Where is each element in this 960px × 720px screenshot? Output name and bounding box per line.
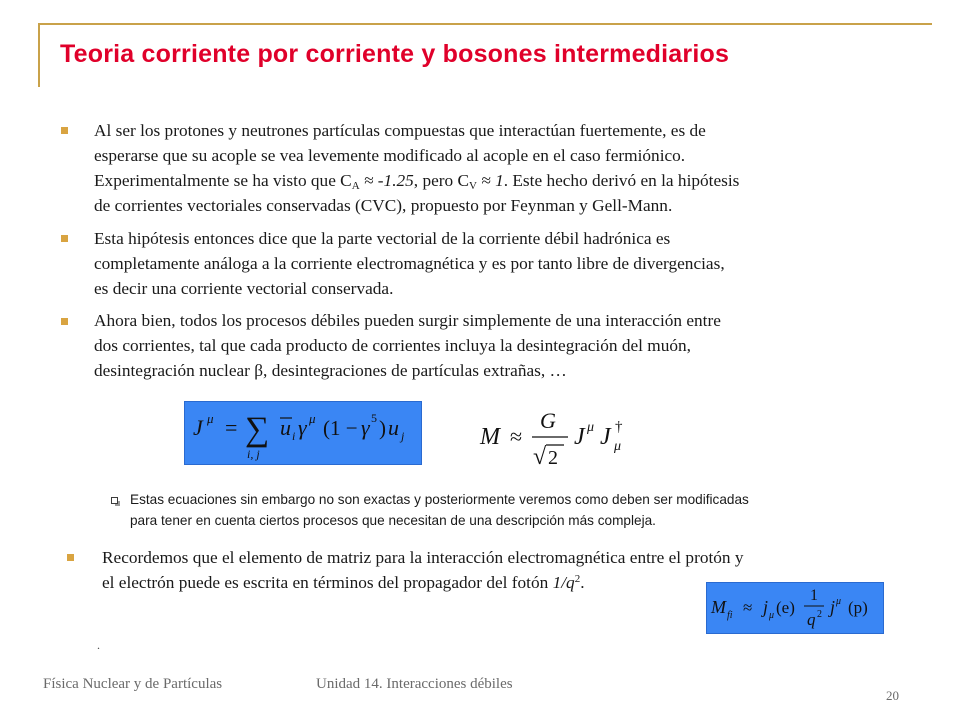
eq3-M: M (711, 597, 726, 617)
bullet-3-line-1: Ahora bien, todos los procesos débiles pueden surgir simplemente de una interacción entre (94, 311, 721, 330)
sub-bullet-line-1: Estas ecuaciones sin embargo no son exactas y posteriormente veremos como deben ser modificadas (130, 492, 749, 507)
bullet-1-line-3: Experimentalmente se ha visto que $C_A \approx -1.25$, pero $C_V \approx 1$. Este hecho derivó en la hipótesis (94, 171, 740, 192)
eq3-two: 2 (817, 609, 822, 620)
eq-sum-index: i, j (247, 447, 260, 461)
eq-gamma5: γ (361, 415, 370, 440)
eq2-J: J (574, 424, 585, 450)
bullet-4-line-2: el electrón puede es escrita en términos del propagador del fotón $1/q^2$. (102, 573, 585, 592)
bullet-1-line-4: de corrientes vectoriales conservadas (CVC), propuesto por Feynman y Gell-Mann. (94, 196, 673, 215)
eq-one-minus: (1 − (323, 416, 358, 440)
footer-course: Física Nuclear y de Partículas (43, 676, 223, 692)
eq3-e: (e) (776, 598, 795, 617)
bullet-2-line-3: es decir una corriente vectorial conservada. (94, 279, 394, 298)
eq3-j2: j (830, 597, 836, 617)
eq-u-index: i (292, 429, 296, 443)
stray-dot: . (97, 638, 100, 652)
frame-left-line (38, 23, 40, 87)
eq2-approx: ≈ (510, 424, 523, 449)
eq-J: J (193, 415, 203, 440)
eq3-mu2: μ (836, 596, 842, 607)
eq-mu: μ (207, 411, 214, 426)
eq-close: ) (379, 416, 386, 440)
eq-uj-index: j (401, 429, 405, 443)
eq-sum: ∑ (245, 411, 270, 448)
eq2-mu2: μ (614, 439, 622, 454)
eq3-mu: μ (769, 610, 775, 621)
matrix-element-equation (478, 400, 638, 472)
eq3-approx: ≈ (743, 598, 753, 617)
sub-bullet-text (130, 489, 920, 531)
bullet-marker (61, 235, 68, 242)
eq2-G: G (540, 408, 556, 433)
eq2-sqrt: √ (533, 444, 547, 470)
bullet-2-text (94, 226, 894, 301)
sub-bullet-line-2: para tener en cuenta ciertos procesos que necesitan de una descripción más compleja. (130, 513, 656, 528)
bullet-2-line-2: completamente análoga a la corriente electromagnética y es por tanto libre de divergencias, (94, 254, 725, 273)
bullet-marker (67, 554, 74, 561)
em-equation-box (706, 582, 884, 634)
eq2-dagger: † (615, 419, 623, 435)
eq3-p: (p) (848, 598, 868, 617)
eq2-mu: μ (587, 420, 595, 435)
eq3-one: 1 (810, 587, 818, 604)
current-equation-box (184, 401, 422, 465)
bullet-marker (61, 127, 68, 134)
eq3-q: q (807, 610, 816, 629)
eq-equals: = (225, 415, 238, 440)
eq3-fi: fi (727, 610, 733, 621)
eq-u-bar: u (280, 415, 291, 440)
bullet-1-text (94, 118, 894, 218)
eq2-two: 2 (548, 447, 558, 469)
bullet-3-text (94, 308, 894, 383)
bullet-3-line-2: dos corrientes, tal que cada producto de corrientes incluya la desintegración del muón, (94, 336, 691, 355)
eq3-j: j (763, 597, 769, 617)
bullet-3-line-3: desintegración nuclear β, desintegraciones de partículas extrañas, … (94, 361, 567, 380)
page-number: 20 (886, 688, 899, 703)
footer-unit: Unidad 14. Interacciones débiles (316, 676, 513, 692)
eq-uj: u (388, 415, 399, 440)
frame-top-line (38, 23, 932, 25)
eq-five: 5 (371, 411, 377, 425)
eq-gamma: γ (298, 415, 307, 440)
bullet-1-line-2: esperarse que su acople se vea levemente modificado al acople en el caso fermiónico. (94, 146, 686, 165)
eq-gamma-mu: μ (309, 411, 316, 426)
eq2-M: M (480, 424, 500, 450)
current-equation (185, 402, 421, 464)
bullet-4-line-1: Recordemos que el elemento de matriz para la interacción electromagnética entre el protón y (102, 548, 744, 567)
bullet-marker (61, 318, 68, 325)
slide-title: Teoria corriente por corriente y bosones intermediarios (60, 40, 730, 68)
bullet-1-line-1: Al ser los protones y neutrones partículas compuestas que interactúan fuertemente, es de (94, 121, 706, 140)
sub-bullet-marker (111, 497, 118, 504)
eq2-J2: J (600, 424, 611, 450)
bullet-2-line-1: Esta hipótesis entonces dice que la parte vectorial de la corriente débil hadrónica es (94, 229, 671, 248)
